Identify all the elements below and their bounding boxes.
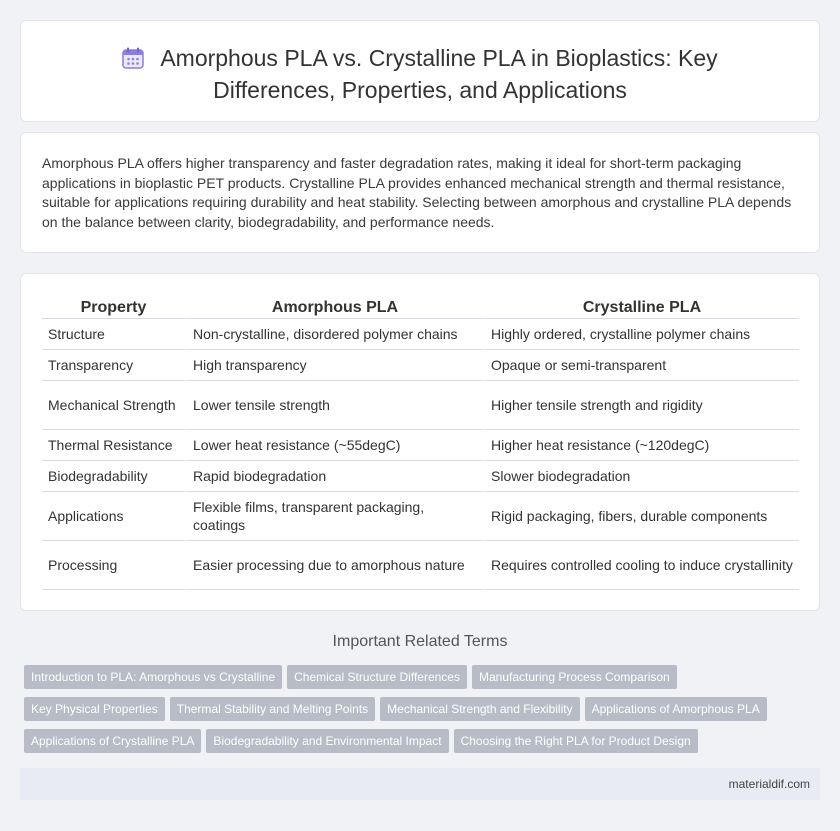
- property-cell: Transparency: [42, 350, 185, 381]
- tag-link[interactable]: Thermal Stability and Melting Points: [170, 697, 375, 721]
- amorphous-cell: Non-crystalline, disordered polymer chains: [185, 319, 483, 350]
- table-row: [42, 350, 799, 381]
- crystalline-cell: Requires controlled cooling to induce crystallinity: [483, 541, 799, 590]
- tag-link[interactable]: Choosing the Right PLA for Product Design: [454, 729, 698, 753]
- footer: [20, 768, 820, 800]
- tag-link[interactable]: Manufacturing Process Comparison: [472, 665, 677, 689]
- property-cell: Mechanical Strength: [42, 381, 185, 430]
- comparison-table-card: [20, 273, 820, 611]
- amorphous-cell: Easier processing due to amorphous nature: [185, 541, 483, 590]
- crystalline-cell: Opaque or semi-transparent: [483, 350, 799, 381]
- table-row: [42, 319, 799, 350]
- tag-link[interactable]: Applications of Amorphous PLA: [585, 697, 767, 721]
- table-row: [42, 492, 799, 541]
- crystalline-cell: Slower biodegradation: [483, 461, 799, 492]
- amorphous-cell: Lower heat resistance (~55degC): [185, 430, 483, 461]
- crystalline-cell: Highly ordered, crystalline polymer chains: [483, 319, 799, 350]
- page-title: [21, 44, 819, 105]
- column-header-crystalline: Crystalline PLA: [483, 295, 799, 319]
- related-terms-tags: [24, 665, 824, 761]
- calendar-icon: [122, 47, 144, 76]
- related-terms-heading: Important Related Terms: [332, 633, 508, 650]
- title-line-1: Amorphous PLA vs. Crystalline PLA in Bioplastics: Key: [160, 45, 718, 71]
- amorphous-cell: Lower tensile strength: [185, 381, 483, 430]
- crystalline-cell: Higher tensile strength and rigidity: [483, 381, 799, 430]
- title-line-2: Differences, Properties, and Applications: [213, 77, 627, 103]
- property-cell: Applications: [42, 492, 185, 541]
- property-cell: Thermal Resistance: [42, 430, 185, 461]
- comparison-table: [42, 295, 799, 590]
- intro-text: Amorphous PLA offers higher transparency and faster degradation rates, making it ideal for short-term packaging applications in bioplastic PET products. Crystalline PLA provides enhanced mechanical strength and thermal resistance, suitable for applications requiring durability and heat stability. Selecting between amorphous and crystalline PLA depends on the balance between clarity, biodegradability, and performance needs.: [42, 155, 792, 230]
- tag-link[interactable]: Applications of Crystalline PLA: [24, 729, 201, 753]
- site-name[interactable]: materialdif.com: [728, 777, 810, 791]
- crystalline-cell: Rigid packaging, fibers, durable components: [483, 492, 799, 541]
- amorphous-cell: Rapid biodegradation: [185, 461, 483, 492]
- amorphous-cell: High transparency: [185, 350, 483, 381]
- table-row: [42, 461, 799, 492]
- column-header-property: Property: [42, 295, 185, 319]
- table-row: [42, 430, 799, 461]
- property-cell: Structure: [42, 319, 185, 350]
- column-header-amorphous: Amorphous PLA: [185, 295, 483, 319]
- intro-card: [20, 132, 820, 253]
- tag-link[interactable]: Mechanical Strength and Flexibility: [380, 697, 579, 721]
- tag-link[interactable]: Chemical Structure Differences: [287, 665, 467, 689]
- amorphous-cell: Flexible films, transparent packaging, coatings: [185, 492, 483, 541]
- table-header-row: [42, 295, 799, 319]
- table-row: [42, 541, 799, 590]
- table-row: [42, 381, 799, 430]
- crystalline-cell: Higher heat resistance (~120degC): [483, 430, 799, 461]
- tag-link[interactable]: Biodegradability and Environmental Impact: [206, 729, 448, 753]
- header-card: [20, 20, 820, 122]
- tag-link[interactable]: Key Physical Properties: [24, 697, 165, 721]
- property-cell: Biodegradability: [42, 461, 185, 492]
- tag-link[interactable]: Introduction to PLA: Amorphous vs Crystalline: [24, 665, 282, 689]
- property-cell: Processing: [42, 541, 185, 590]
